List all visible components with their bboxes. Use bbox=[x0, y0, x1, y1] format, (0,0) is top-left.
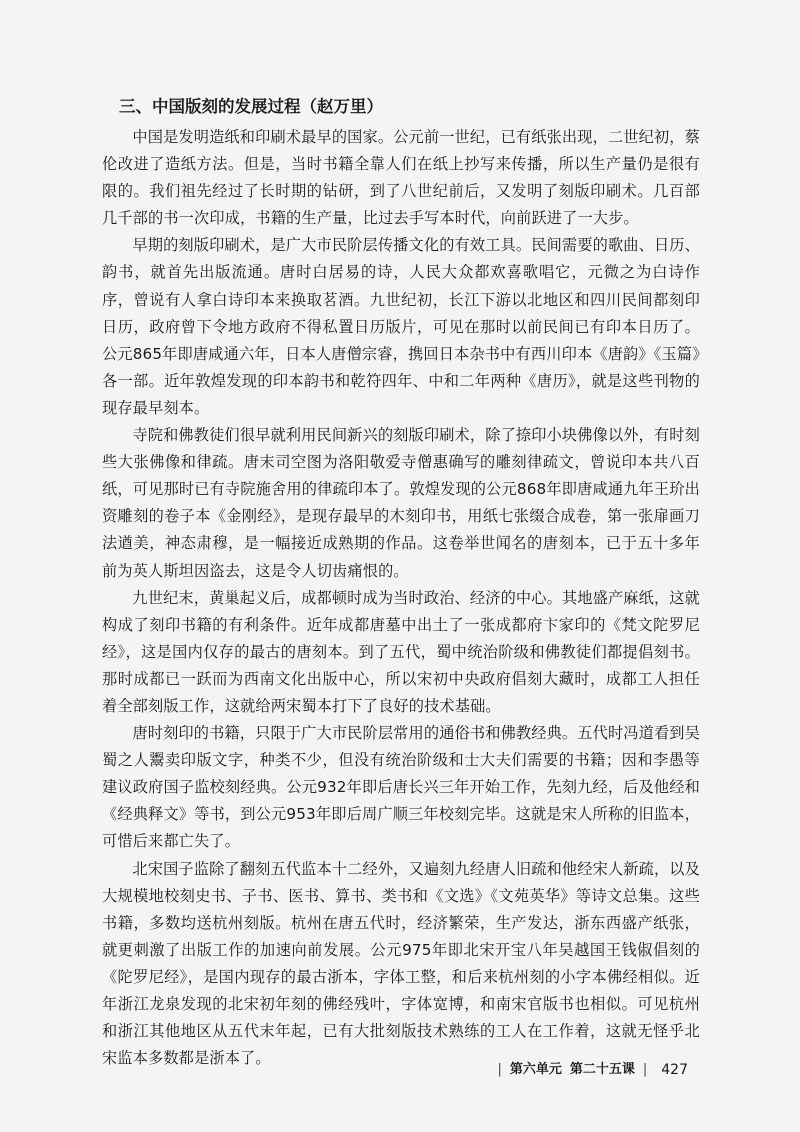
divider: | bbox=[497, 1062, 502, 1077]
page-footer bbox=[497, 1061, 688, 1079]
section-heading: 三、中国版刻的发展过程（赵万里） bbox=[119, 97, 383, 116]
paragraph-4: 九世纪末，黄巢起义后，成都顿时成为当时政治、经济的中心。其地盛产麻纸，这就构成了刻印书籍的有利条件。近年成都唐墓中出土了一张成都府卞家印的《梵文陀罗尼经》，这是国内仅存的最古的唐刻本。到了五代，蜀中统治阶级和佛教徒们都提倡刻书。那时成都已一跃而为西南文化出版中心，所以宋初中央政府倡刻大藏时，成都工人担任着全部刻版工作，这就给两宋蜀本打下了良好的技术基础。 bbox=[102, 588, 700, 715]
divider: | bbox=[642, 1062, 648, 1077]
paragraph-3: 寺院和佛教徒们很早就利用民间新兴的刻版印刷术，除了捺印小块佛像以外，有时刻些大张佛像和律疏。唐末司空图为洛阳敬爱寺僧惠确写的雕刻律疏文，曾说印本共八百纸，可见那时已有寺院施舍用的律疏印本了。敦煌发现的公元868年即唐咸通九年王玠出资雕刻的卷子本《金刚经》，是现存最早的木刻印书，用纸七张缀合成卷，第一张扉画刀法遒美，神态肃穆，是一幅接近成熟期的作品。这卷举世闻名的唐刻本，已于五十多年前为英人斯坦因盗去，这是令人切齿痛恨的。 bbox=[102, 426, 700, 580]
lesson-label: 第二十五课 bbox=[569, 1062, 635, 1077]
paragraph-6: 北宋国子监除了翻刻五代监本十二经外，又遍刻九经唐人旧疏和他经宋人新疏，以及大规模地校刻史书、子书、医书、算书、类书和《文选》《文苑英华》等诗文总集。这些书籍，多数均送杭州刻版。杭州在唐五代时，经济繁荣，生产发达，浙东西盛产纸张，就更刺激了出版工作的加速向前发展。公元975年即北宋开宝八年吴越国王钱俶倡刻的《陀罗尼经》，是国内现存的最古浙本，字体工整，和后来杭州刻的小字本佛经相似。近年浙江龙泉发现的北宋初年刻的佛经残叶，字体宽博，和南宋官版书也相似。可见杭州和浙江其他地区从五代末年起，已有大批刻版技术熟练的工人在工作着，这就无怪乎北宋监本多数都是浙本了。 bbox=[102, 859, 700, 1068]
article bbox=[102, 96, 700, 1072]
paragraph-2: 早期的刻版印刷术，是广大市民阶层传播文化的有效工具。民间需要的歌曲、日历、韵书，就首先出版流通。唐时白居易的诗，人民大众都欢喜歌唱它，元微之为白诗作序，曾说有人拿白诗印本来换取茗酒。九世纪初，长江下游以北地区和四川民间都刻印日历，政府曾下令地方政府不得私置日历版片，可见在那时以前民间已有印本日历了。公元865年即唐咸通六年，日本人唐僧宗睿，携回日本杂书中有西川印本《唐韵》《玉篇》各一部。近年敦煌发现的印本韵书和乾符四年、中和二年两种《唐历》，就是这些刊物的现存最早刻本。 bbox=[102, 236, 700, 417]
unit-label: 第六单元 bbox=[509, 1062, 562, 1077]
page-number: 427 bbox=[661, 1062, 688, 1078]
paragraph-1: 中国是发明造纸和印刷术最早的国家。公元前一世纪，已有纸张出现，二世纪初，蔡伦改进了造纸方法。但是，当时书籍全靠人们在纸上抄写来传播，所以生产量仍是很有限的。我们祖先经过了长时期的钻研，到了八世纪前后，又发明了刻版印刷术。几百部几千部的书一次印成，书籍的生产量，比过去手写本时代，向前跃进了一大步。 bbox=[102, 128, 700, 228]
paragraph-5: 唐时刻印的书籍，只限于广大市民阶层常用的通俗书和佛教经典。五代时冯道看到吴蜀之人鬻卖印版文字，种类不少，但没有统治阶级和士大夫们需要的书籍；因和李愚等建议政府国子监校刻经典。公元932年即后唐长兴三年开始工作，先刻九经，后及他经和《经典释文》等书，到公元953年即后周广顺三年校刻完毕。这就是宋人所称的旧监本，可惜后来都亡失了。 bbox=[102, 724, 700, 851]
